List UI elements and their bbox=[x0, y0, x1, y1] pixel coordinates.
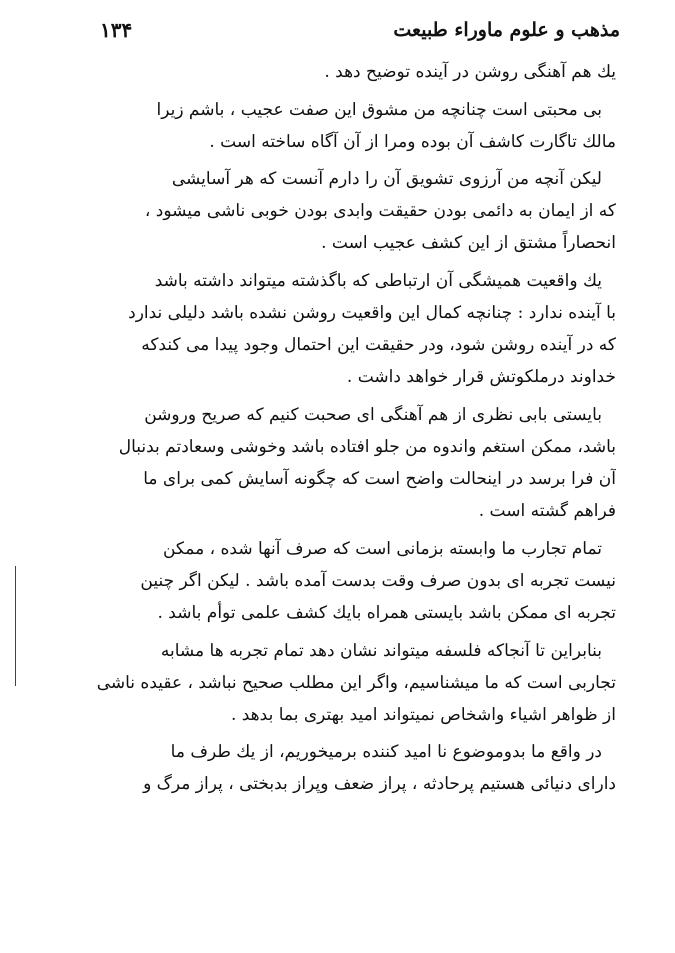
text-line: از ظواهر اشیاء واشخاص نمیتواند امید بهتری بما بدهد . bbox=[230, 704, 616, 725]
text-line: خداوند درملکوتش قرار خواهد داشت . bbox=[346, 367, 616, 388]
text-line: بنابراین تا آنجاکه فلسفه میتواند نشان دهد تمام تجربه ها مشابه bbox=[160, 640, 602, 661]
text-line: بایستی بابی نظری از هم آهنگی ای صحبت کنیم که صریح وروشن bbox=[144, 404, 602, 425]
paragraph bbox=[88, 265, 616, 393]
paragraph bbox=[88, 736, 616, 800]
body-text bbox=[88, 56, 616, 801]
text-line: بی محبتی است چنانچه من مشوق این صفت عجیب ، باشم زیرا bbox=[156, 99, 602, 120]
text-line: در واقع ما بدوموضوع نا امید کننده برمیخوریم، از یك طرف ما bbox=[170, 742, 602, 763]
text-line: تجربه ای ممکن باشد بایستی همراه بایك کشف علمی توأم باشد . bbox=[157, 603, 616, 623]
text-line: باشد، ممکن استغم واندوه من جلو افتاده باشد وخوشی وسعادتم بدنبال bbox=[118, 437, 616, 458]
text-line: انحصاراً مشتق از این کشف عجیب است . bbox=[321, 233, 616, 254]
paragraph bbox=[88, 94, 616, 158]
text-line: یك واقعیت همیشگی آن ارتباطی که باگذشته میتواند داشته باشد bbox=[154, 271, 602, 292]
paragraph bbox=[88, 399, 616, 527]
page-number: ۱۳۴ bbox=[100, 18, 133, 42]
text-line: یك هم آهنگی روشن در آینده توضیح دهد . bbox=[324, 62, 616, 82]
text-line: که از ایمان به دائمی بودن حقیقت وابدی بودن خوبی ناشی میشود ، bbox=[144, 201, 616, 222]
text-line: که در آینده روشن شود، ودر حقیقت این احتمال وجود پیدا می کندکه bbox=[141, 335, 616, 356]
text-line: تمام تجارب ما وابسته بزمانی است که صرف آنها شده ، ممکن bbox=[162, 538, 602, 559]
text-line: مالك تاگارت کاشف آن بوده ومرا از آن آگاه ساخته است . bbox=[209, 131, 616, 152]
margin-mark bbox=[15, 566, 16, 686]
text-line: با آینده ندارد : چنانچه کمال این واقعیت روشن نشده باشد دلیلی ندارد bbox=[128, 303, 616, 324]
text-line: تجاربی است که ما میشناسیم، واگر این مطلب صحیح نباشد ، عقیده ناشی bbox=[96, 672, 616, 693]
text-line: نیست تجربه ای بدون صرف وقت بدست آمده باشد . لیکن اگر چنین bbox=[140, 570, 616, 591]
page-header bbox=[100, 14, 620, 46]
paragraph bbox=[88, 533, 616, 629]
paragraph bbox=[88, 56, 616, 88]
text-line: لیکن آنچه من آرزوی تشویق آن را دارم آنست که هر آسایشی bbox=[171, 169, 602, 190]
running-title: مذهب و علوم ماوراء طبیعت bbox=[393, 19, 620, 41]
paragraph bbox=[88, 163, 616, 259]
text-line: آن فرا برسد در اینحالت واضح است که چگونه آسایش کمی برای ما bbox=[143, 469, 616, 490]
text-line: دارای دنیائی هستیم پرحادثه ، پراز ضعف وپراز بدبختی ، پراز مرگ و bbox=[143, 774, 616, 795]
text-line: فراهم گشته است . bbox=[478, 501, 616, 522]
paragraph bbox=[88, 635, 616, 731]
